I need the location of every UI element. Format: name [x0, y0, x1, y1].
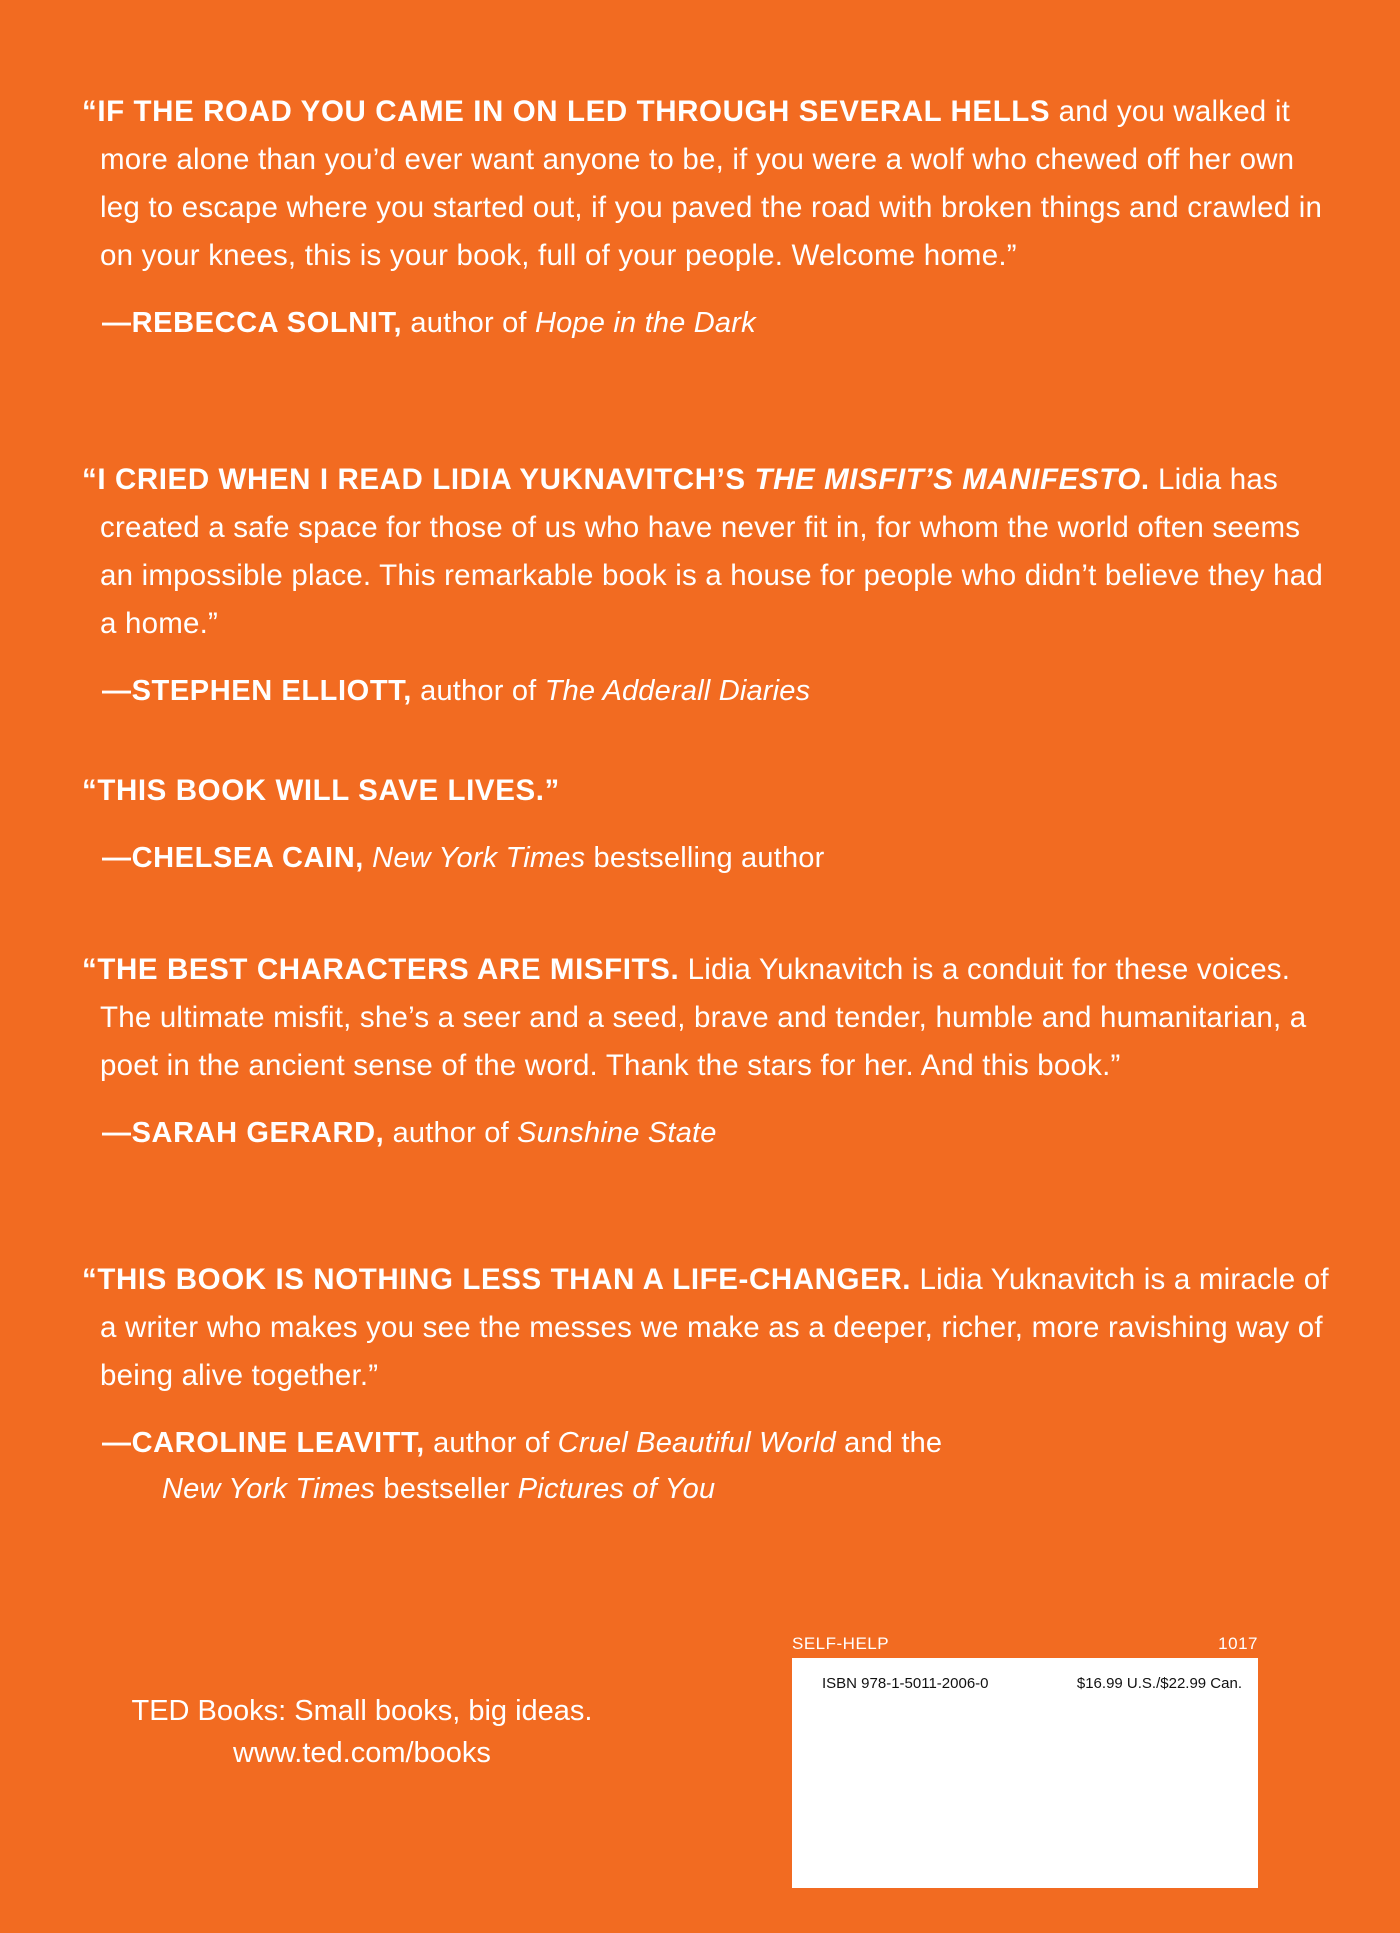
blurb-lead: “THE BEST CHARACTERS ARE MISFITS.	[82, 953, 680, 986]
blurb-lead-end: .	[1140, 463, 1150, 496]
ted-url: www.ted.com/books	[233, 1737, 491, 1769]
ted-tagline: TED Books: Small books, big ideas.	[131, 1695, 593, 1727]
attribution-credit: bestselling author	[585, 842, 825, 874]
blurb-lead: “I CRIED WHEN I READ LIDIA YUKNAVITCH’S	[82, 463, 755, 496]
blurb-elliott	[82, 456, 1332, 714]
blurb-quote	[82, 88, 1332, 280]
attribution-work: Hope in the Dark	[534, 307, 756, 339]
blurb-attribution	[102, 668, 1332, 714]
blurb-attribution	[102, 300, 1332, 346]
blurb-cain	[82, 767, 1332, 881]
blurb-body: Lidia Yuknavitch is a conduit for these voices. The ultimate misfit, she’s a seer and a seed, brave and tender, humble and humanitarian, a poet in the ancient sense of the word. Thank the stars for her. And this book.”	[100, 953, 1307, 1082]
attribution-work-2: New York Times	[162, 1473, 376, 1505]
price-label: $16.99 U.S./$22.99 Can.	[1076, 1675, 1242, 1692]
blurb-quote	[82, 1256, 1332, 1400]
blurb-lead-title: THE MISFIT’S MANIFESTO	[754, 463, 1141, 496]
attribution-work: New York Times	[372, 842, 586, 874]
attribution-name: —SARAH GERARD,	[102, 1117, 385, 1149]
attribution-name: —REBECCA SOLNIT,	[102, 307, 403, 339]
blurb-lead: “THIS BOOK IS NOTHING LESS THAN A LIFE-CHANGER.	[82, 1263, 912, 1296]
attribution-credit: author of	[384, 1117, 518, 1149]
blurb-gerard	[82, 946, 1332, 1156]
blurb-quote	[82, 456, 1332, 648]
blurb-attribution	[102, 1110, 1332, 1156]
isbn-label: ISBN 978-1-5011-2006-0	[822, 1675, 989, 1692]
blurb-body: Lidia Yuknavitch is a miracle of a writer who makes you see the messes we make as a deeper, richer, more ravishing way of being alive together.”	[100, 1263, 1329, 1392]
attribution-name: —CAROLINE LEAVITT,	[102, 1427, 425, 1459]
blurb-lead: “THIS BOOK WILL SAVE LIVES.”	[82, 774, 560, 807]
attribution-work-3: Pictures of You	[517, 1473, 716, 1505]
barcode-header	[792, 1630, 1258, 1658]
attribution-name: —STEPHEN ELLIOTT,	[102, 675, 412, 707]
blurb-lead: “IF THE ROAD YOU CAME IN ON LED THROUGH SEVERAL HELLS	[82, 95, 1051, 128]
attribution-name: —CHELSEA CAIN,	[102, 842, 364, 874]
blurb-body: Lidia has created a safe space for those of us who have never fit in, for whom the world often seems an impossible place. This remarkable book is a house for people who didn’t believe they had a home.”	[100, 463, 1323, 640]
ted-imprint	[82, 1690, 642, 1774]
barcode-area	[792, 1630, 1258, 1888]
attribution-work: The Adderall Diaries	[544, 675, 811, 707]
category-code: 1017	[1218, 1634, 1258, 1653]
attribution-work: Cruel Beautiful World	[557, 1427, 836, 1459]
barcode-box	[792, 1658, 1258, 1888]
blurb-attribution	[102, 1420, 1332, 1512]
blurb-attribution	[102, 835, 1332, 881]
blurb-solnit	[82, 88, 1332, 346]
attribution-credit: author of	[411, 675, 545, 707]
attribution-line-2	[102, 1466, 1332, 1512]
blurb-leavitt	[82, 1256, 1332, 1512]
attribution-credit: author of	[402, 307, 535, 339]
attribution-credit-3: bestseller	[375, 1473, 518, 1505]
attribution-credit-2: and the	[835, 1427, 943, 1459]
attribution-work: Sunshine State	[517, 1117, 717, 1149]
blurb-quote	[82, 767, 1332, 815]
blurb-body: and you walked it more alone than you’d ever want anyone to be, if you were a wolf who chewed off her own leg to escape where you started out, if you paved the road with broken things and crawled in on your knees, this is your book, full of your people. Welcome home.”	[100, 95, 1323, 272]
blurb-quote	[82, 946, 1332, 1090]
category-label: SELF-HELP	[792, 1634, 890, 1653]
attribution-credit: author of	[424, 1427, 558, 1459]
